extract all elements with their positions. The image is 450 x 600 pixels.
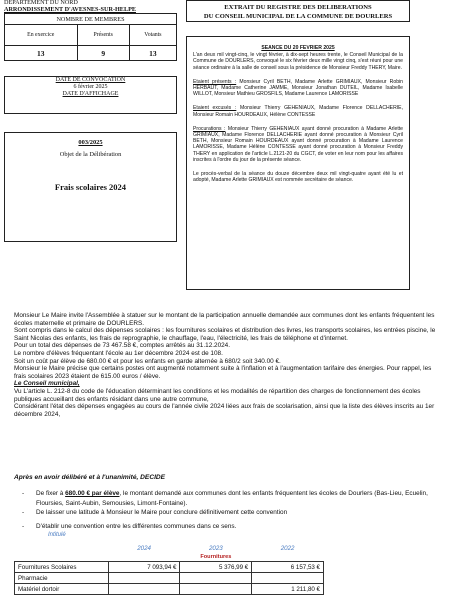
decision-item (22, 522, 446, 532)
pv-note: Le procès-verbal de la séance du douze décembre deux mil vingt-quatre ayant été lu et adopté, Madame Arlette GRIMIAUX est nommée secrétaire de séance. (193, 171, 403, 184)
bullet-dash: - (22, 523, 25, 530)
body-paragraph: Sont compris dans le calcul des dépenses scolaires : les fournitures scolaires et distribution des livres, les transports scolaires, les entrées piscine, le Saint Nicolas des enfants, les frais de reprographie, le chauffage, l'eau, l'électricité, les frais de téléphone et d'internet. (14, 327, 436, 342)
decision-item (22, 489, 446, 508)
members-value-presents: 9 (77, 46, 129, 61)
procurations-paragraph (193, 126, 403, 163)
objet-box (4, 132, 177, 242)
body-paragraph: Le nombre d'élèves fréquentant l'école au 1er décembre 2024 est de 108. (14, 349, 223, 357)
extract-title (186, 0, 410, 22)
body-paragraph: Monsieur le Maire précise que certains postes ont augmenté notamment suite à l'inflation et à l'augmentation tarifaire des énergies. Pour rappel, les frais scolaires 2023 étaient de 615.00 euros / élève. (14, 365, 432, 380)
affichage-label: DATE D'AFFICHAGE (62, 91, 119, 97)
cell-value (252, 573, 324, 584)
decision-item-text: , le montant demandé aux communes dont les enfants fréquentent les écoles de Dourlers (Bas-Lieu, Ecuelin, Floursies, Saint-Aubin, Semousies, Limont-Fontaine). (36, 490, 428, 507)
body-paragraph: Monsieur Le Maire invite l'Assemblée à statuer sur le montant de la participation annuelle demandée aux communes dont les enfants fréquentent les écoles maternelle et primaire de DOURLERS. (14, 312, 435, 327)
members-value-votants: 13 (129, 46, 176, 61)
seance-intro: L'an deux mil vingt-cinq, le vingt février, à dix-sept heures trente, le Conseil Municipal de la Commune de DOURLERS, convoqué le six février deux mille vingt cinq, s'est réuni pour une séance ordinaire à la salle de conseil sous la présidence de Monsieur Freddy THERY, Maire. (193, 52, 403, 71)
body-paragraph: Vu L'article L. 212-8 du code de l'éducation déterminant les conditions et les modalités de répartition des charges de fonctionnement des écoles publiques accueillant des enfants résidant dans une autre commune, (14, 387, 421, 403)
row-label: Pharmacie (15, 573, 109, 584)
session-box (186, 36, 410, 290)
convocation-box (4, 76, 177, 114)
decision-amount: 680.00 € par élève (65, 490, 120, 497)
arrondissement-line: ARRONDISSEMENT D'AVESNES-SUR-HELPE (4, 5, 136, 13)
year-header: 2024 (137, 545, 151, 552)
department-header (4, 0, 176, 13)
body-paragraph: Considérant l'état des dépenses engagées au cours de l'année civile 2024 liées aux frais de scolarisation, ainsi que la liste des élèves inscrits au 1er décembre 2024, (14, 403, 435, 418)
excuses-list: Monsieur Thierry GEHENIAUX, Madame Florence DELLACHERIE, Monsieur Romain HOURDEAUX, Hélène CONTESSE (193, 105, 403, 118)
presents-label: Etaient présents : (193, 78, 237, 85)
convocation-date: 6 février 2025 (73, 84, 108, 90)
members-value-exercice: 13 (5, 46, 78, 61)
row-label: Matériel dortoir (15, 584, 109, 595)
procurations-text: Monsieur Thierry GEHENIAUX ayant donné procuration à Madame Arlette GRIMIAUX, Madame Florence DELLACHERIE ayant donné procuration à Monsieur Cyril BETH, Monsieur Romain HOURDEAUX ayant donné procuration à Madame Laurence LAMORISSE, Madame Hélène CONTESSE ayant donné procuration à Monsieur Freddy THERY en application de l'article L.2121-20 du CGCT, de voter en leur nom pour les affaires inscrites à l'ordre du jour de la présente séance. (193, 125, 403, 163)
table-row (15, 573, 324, 584)
department-line: DEPARTEMENT DU NORD (4, 0, 78, 6)
cell-value (108, 584, 180, 595)
excuses-paragraph (193, 105, 403, 117)
procurations-label: Procurations : (193, 125, 226, 132)
objet-label: Objet de la Délibération (59, 151, 122, 158)
decision-item-text: De laisser une latitude à Monsieur le Maire pour conclure définitivement cette convention (36, 509, 288, 516)
seance-heading: SEANCE DU 20 FEVRIER 2025 (261, 45, 335, 51)
year-header: 2023 (208, 545, 223, 552)
year-header: 2022 (280, 545, 295, 552)
members-title: NOMBRE DE MEMBRES (5, 14, 177, 25)
members-label-votants: Votants (129, 25, 176, 46)
cell-value: 6 157,53 € (252, 562, 324, 573)
members-label-exercice: En exercice (5, 25, 78, 46)
bullet-dash: - (22, 509, 25, 516)
deliberation-body (14, 312, 444, 418)
cell-value: 1 211,80 € (252, 584, 324, 595)
table-row (15, 562, 324, 573)
conseil-label: Le Conseil municipal, (14, 380, 80, 388)
presents-list: Monsieur Cyril BETH, Madame Arlette GRIMIAUX, Monsieur Robin HERBAUT, Madame Catherine JAMME, Monsieur Jonathan DUTEIL, Madame Isabelle WILLOT, Monsieur Mathieu GROSFILS, Madame Laurence LAMORISSE (193, 78, 403, 98)
cell-value: 5 376,99 € (180, 562, 252, 573)
cell-value (180, 584, 252, 595)
extract-title-line2: DU CONSEIL MUNICIPAL DE LA COMMUNE DE DOURLERS (203, 13, 393, 20)
decision-heading: Après en avoir délibéré et à l'unanimité, DECIDE (14, 474, 166, 481)
members-label-presents: Présents (77, 25, 129, 46)
deliberation-number: 003/2025 (78, 139, 103, 146)
row-label: Fournitures Scolaires (15, 562, 109, 573)
decision-item (22, 508, 446, 518)
members-table (4, 13, 177, 61)
table-row (15, 584, 324, 595)
decision-item-prefix: De fixer à (36, 490, 66, 497)
cell-value (180, 573, 252, 584)
expenses-table (14, 544, 324, 595)
cell-value (108, 573, 180, 584)
cell-value: 7 093,94 € (108, 562, 180, 573)
convocation-label: DATE DE CONVOCATION (55, 77, 126, 83)
decision-item-text: D'établir une convention entre les différentes communes dans ce sens. (36, 523, 237, 530)
bullet-dash: - (22, 490, 25, 497)
presents-paragraph (193, 79, 403, 98)
body-paragraph: Soit un coût par élève de 680.00 € et pour les enfants en garde alternée à 680/2 soit 340.00 €. (14, 357, 281, 365)
excuses-label: Etaient excusés : (193, 105, 237, 112)
group-label: Fournitures (200, 554, 232, 560)
body-paragraph: Pour un total des dépenses de 73 467.58 €, comptes arrêtés au 31.12.2024. (14, 342, 231, 350)
table-intitule: Intitulé (48, 532, 66, 538)
deliberation-subject: Frais scolaires 2024 (54, 182, 127, 192)
extract-title-line1: EXTRAIT DU REGISTRE DES DELIBERATIONS (224, 4, 372, 11)
